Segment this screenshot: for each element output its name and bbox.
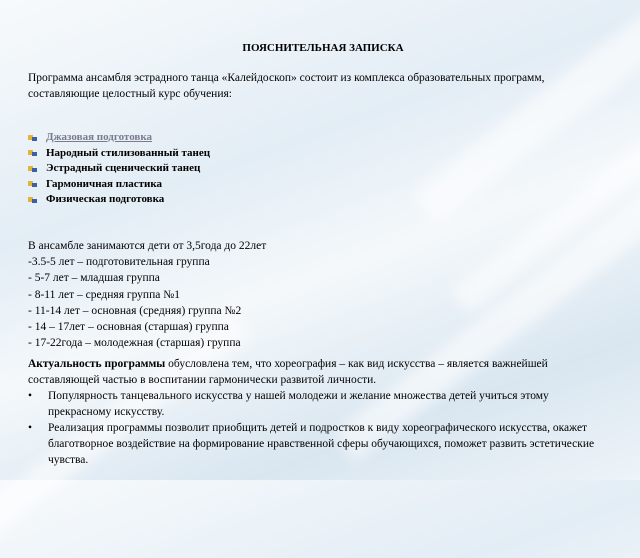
program-label[interactable]: Джазовая подготовка bbox=[46, 131, 153, 143]
program-label: Эстрадный сценический танец bbox=[46, 162, 201, 174]
age-group-line: - 8-11 лет – средняя группа №1 bbox=[28, 288, 180, 301]
program-list bbox=[28, 130, 210, 208]
square-bullet-icon bbox=[28, 180, 38, 188]
square-bullet-icon bbox=[28, 149, 38, 157]
relevance-lead: Актуальность программы bbox=[28, 358, 166, 370]
relevance-points bbox=[28, 388, 608, 468]
list-item bbox=[28, 420, 608, 468]
point-text: Популярность танцевального искусства у нашей молодежи и желание множества детей учиться этому прекрасному искусству. bbox=[48, 390, 549, 418]
age-group-line: - 14 – 17лет – основная (старшая) группа bbox=[28, 321, 229, 334]
list-item bbox=[28, 192, 210, 208]
age-group-line: - 5-7 лет – младшая группа bbox=[28, 272, 160, 285]
program-label: Народный стилизованный танец bbox=[46, 146, 211, 159]
square-bullet-icon bbox=[28, 134, 38, 142]
list-item bbox=[28, 177, 210, 193]
relevance-section bbox=[28, 356, 608, 468]
list-item bbox=[28, 130, 210, 146]
page-title: ПОЯСНИТЕЛЬНАЯ ЗАПИСКА bbox=[242, 42, 404, 54]
age-group-line: - 17-22года – молодежная (старшая) группа bbox=[28, 337, 241, 350]
bullet-dot-icon: • bbox=[28, 422, 33, 434]
age-intro: В ансамбле занимаются дети от 3,5года до 22лет bbox=[28, 240, 267, 252]
point-text: Реализация программы позволит приобщить детей и подростков к виду хореографического искусства, окажет благотворное воздействие на формирование нравственной сферы обучающихся, поможет развить эстетические чувства. bbox=[48, 422, 595, 466]
square-bullet-icon bbox=[28, 196, 38, 204]
list-item bbox=[28, 146, 210, 162]
square-bullet-icon bbox=[28, 165, 38, 173]
list-item bbox=[28, 161, 210, 177]
program-label: Гармоничная пластика bbox=[46, 177, 163, 190]
bullet-dot-icon: • bbox=[28, 390, 33, 402]
program-label: Физическая подготовка bbox=[46, 193, 165, 205]
age-groups bbox=[28, 238, 266, 351]
intro-paragraph: Программа ансамбля эстрадного танца «Калейдоскоп» состоит из комплекса образовательных программ, составляющие целостный курс обучения: bbox=[28, 72, 545, 100]
relevance-text: обусловлена тем, что хореография – как вид искусства – является важнейшей составляющей частью в воспитании гармонически развитой личности. bbox=[28, 358, 548, 386]
age-group-line: -3.5-5 лет – подготовительная группа bbox=[28, 256, 210, 269]
list-item bbox=[28, 388, 608, 420]
relevance-paragraph bbox=[28, 356, 608, 388]
age-group-line: - 11-14 лет – основная (средняя) группа №2 bbox=[28, 304, 242, 317]
